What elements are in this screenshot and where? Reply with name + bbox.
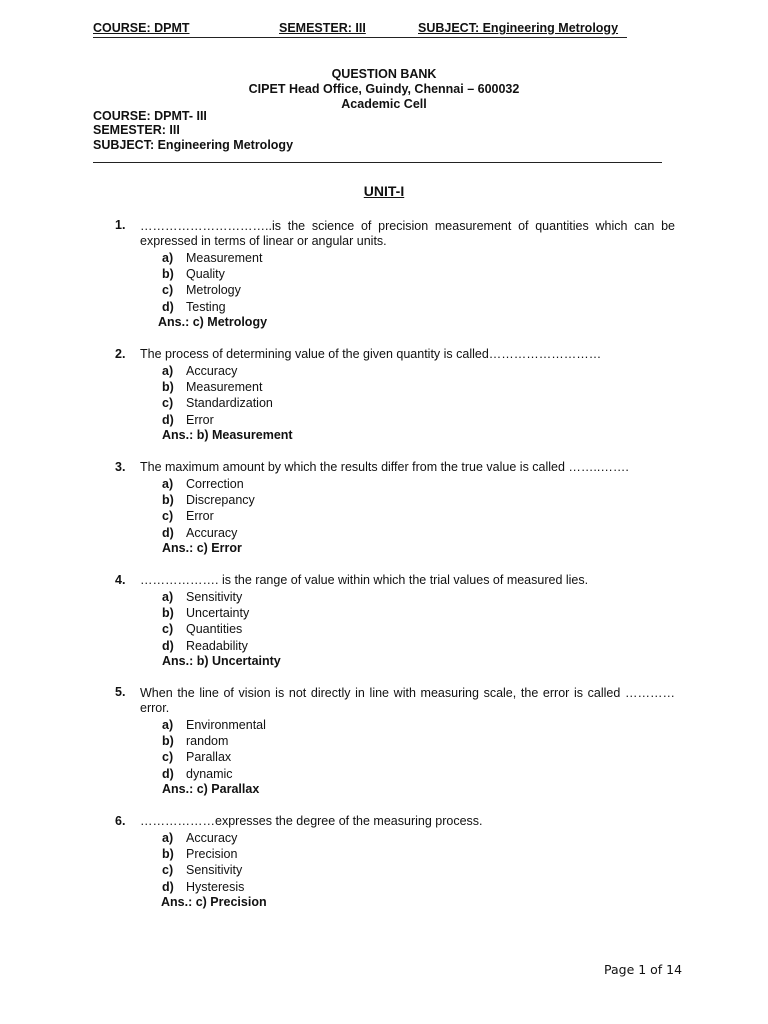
option-text: Correction [186, 477, 244, 491]
option-label: c) [162, 509, 174, 524]
option-label: d) [162, 299, 174, 314]
answer-key: Ans.: b) Measurement [162, 428, 293, 442]
academic-cell: Academic Cell [341, 97, 427, 111]
question-2 [115, 347, 675, 447]
option-text: Accuracy [186, 364, 238, 378]
option-label: c) [162, 863, 174, 878]
option-text: Uncertainty [186, 606, 250, 621]
question-text-line-1: The maximum amount by which the results differ from the true value is called ……..……. [140, 460, 629, 474]
option-label: c) [162, 283, 174, 298]
info-course: COURSE: DPMT- III [93, 109, 207, 123]
option-text: Measurement [186, 251, 263, 265]
option-text: Measurement [186, 380, 263, 395]
answer-key: Ans.: b) Uncertainty [162, 654, 281, 668]
info-subject: SUBJECT: Engineering Metrology [93, 138, 294, 152]
option-label: a) [162, 590, 174, 604]
option-text: Standardization [186, 396, 273, 411]
option-label: c) [162, 622, 174, 637]
option-text: Parallax [186, 750, 232, 765]
option-label: a) [162, 718, 174, 732]
question-text-line-1: The process of determining value of the given quantity is called……………………… [140, 347, 602, 361]
option-text: Environmental [186, 718, 266, 732]
option-text: Precision [186, 847, 238, 862]
answer-key: Ans.: c) Precision [161, 895, 267, 909]
option-text: Testing [186, 299, 226, 314]
option-label: a) [162, 364, 174, 378]
option-text: Readability [186, 638, 248, 653]
option-label: b) [162, 267, 174, 282]
option-text: Error [186, 412, 214, 427]
option-text: Sensitivity [186, 590, 243, 604]
question-number: 2. [115, 347, 126, 361]
question-number: 5. [115, 685, 126, 699]
option-text: Accuracy [186, 525, 238, 540]
section-divider [93, 162, 662, 163]
question-number: 3. [115, 460, 126, 474]
option-text: random [186, 734, 229, 749]
option-text: Accuracy [186, 831, 238, 845]
answer-key: Ans.: c) Parallax [162, 782, 260, 796]
option-label: c) [162, 396, 174, 411]
option-text: Metrology [186, 283, 241, 298]
option-label: b) [162, 734, 174, 749]
option-text: Hysteresis [186, 879, 245, 894]
option-label: a) [162, 831, 174, 845]
question-text-line-2: expressed in terms of linear or angular units. [140, 234, 387, 248]
option-label: b) [162, 847, 174, 862]
option-label: c) [162, 750, 174, 765]
option-label: d) [162, 879, 174, 894]
question-bank-title: QUESTION BANK [331, 67, 437, 81]
info-semester: SEMESTER: III [93, 123, 180, 137]
option-label: d) [162, 638, 174, 653]
question-1 [115, 218, 675, 333]
question-text-line-1: …………………………..is the science of precision measurement of quantities which can be [140, 219, 675, 233]
institution-address: CIPET Head Office, Guindy, Chennai – 600032 [248, 82, 520, 96]
question-text-line-1: ………………expresses the degree of the measuring process. [140, 814, 483, 828]
answer-key: Ans.: c) Metrology [158, 315, 268, 329]
question-5 [115, 685, 675, 800]
question-number: 4. [115, 573, 126, 587]
header-semester: SEMESTER: III [279, 21, 366, 35]
option-label: b) [162, 493, 174, 508]
unit-title: UNIT-I [363, 183, 405, 199]
option-label: d) [162, 412, 174, 427]
header-course: COURSE: DPMT [93, 21, 190, 35]
running-header [93, 21, 627, 38]
question-3 [115, 460, 675, 560]
option-label: d) [162, 525, 174, 540]
question-6 [115, 814, 675, 914]
option-label: b) [162, 380, 174, 395]
option-text: Sensitivity [186, 863, 243, 878]
option-text: Quality [186, 267, 225, 282]
question-text-line-1: When the line of vision is not directly in line with measuring scale, the error is called ………… [140, 686, 675, 700]
option-label: b) [162, 606, 174, 621]
option-label: a) [162, 477, 174, 491]
header-subject: SUBJECT: Engineering Metrology [418, 21, 619, 35]
question-number: 1. [115, 218, 126, 232]
question-text-line-1: ………………. is the range of value within which the trial values of measured lies. [140, 573, 589, 587]
option-text: Discrepancy [186, 493, 255, 508]
question-text-line-2: error. [140, 701, 170, 715]
option-label: d) [162, 766, 174, 781]
page-number: Page 1 of 14 [604, 962, 683, 977]
option-text: Error [186, 509, 214, 524]
option-text: Quantities [186, 622, 243, 637]
question-number: 6. [115, 814, 126, 828]
question-4 [115, 573, 675, 673]
option-label: a) [162, 251, 174, 265]
option-text: dynamic [186, 766, 233, 781]
answer-key: Ans.: c) Error [162, 541, 242, 555]
